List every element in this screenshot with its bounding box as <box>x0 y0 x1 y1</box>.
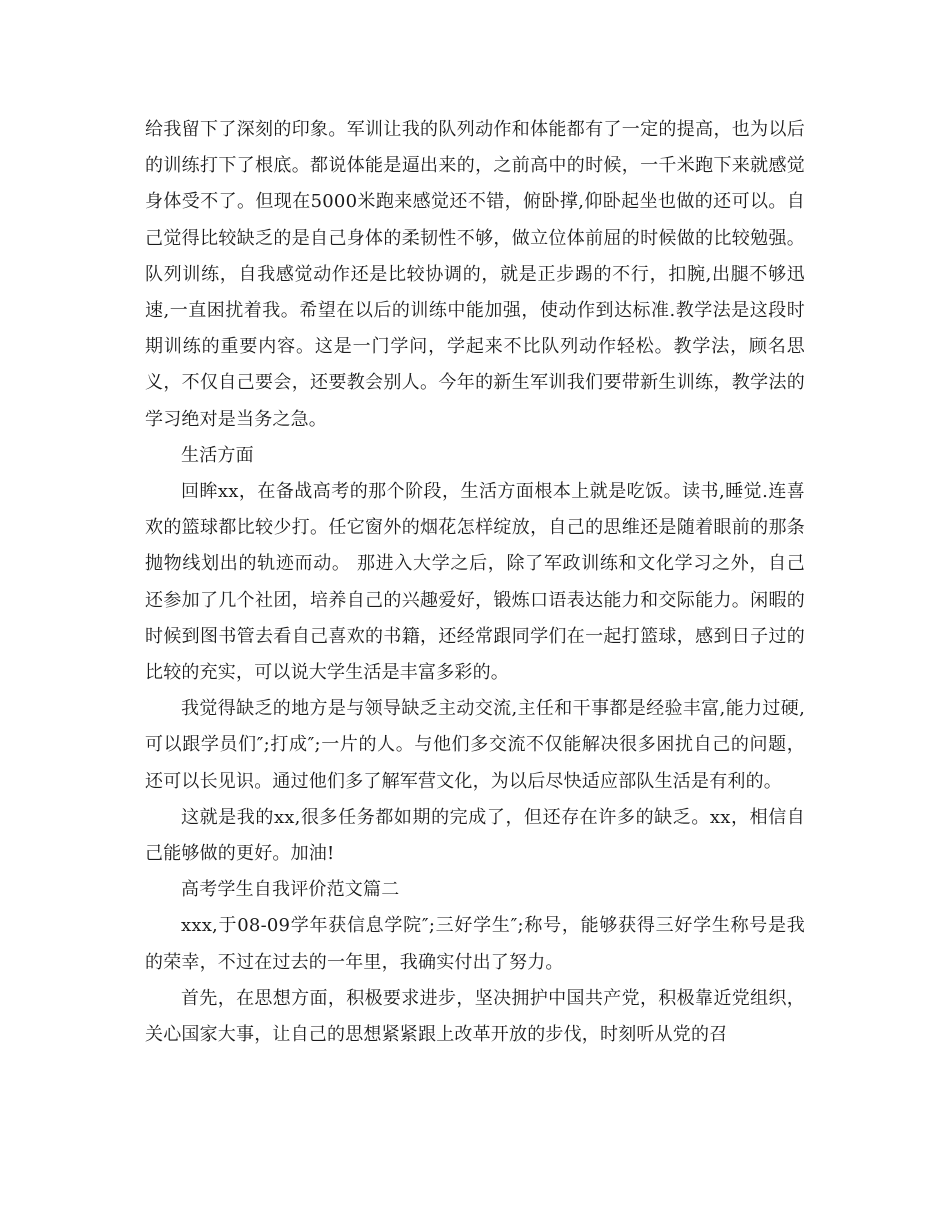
paragraph-life-review: 回眸xx，在备战高考的那个阶段，生活方面根本上就是吃饭。读书,睡觉.连喜欢的篮球都比较少打。任它窗外的烟花怎样绽放，自己的思维还是随着眼前的那条抛物线划出的轨迹而动。 那进入大学之后，除了军政训练和文化学习之外，自己还参加了几个社团，培养自己的兴趣爱好，锻炼口语表达能力和交际能力。闲暇的时候到图书管去看自己喜欢的书籍，还经常跟同学们在一起打篮球，感到日子过的比较的充实，可以说大学生活是丰富多彩的。 <box>145 481 805 684</box>
section-heading-life: 生活方面 <box>181 444 254 466</box>
paragraph-military-training: 给我留下了深刻的印象。军训让我的队列动作和体能都有了一定的提高，也为以后的训练打下了根底。都说体能是逼出来的，之前高中的时候，一千米跑下来就感觉身体受不了。但现在5000米跑来感觉还不错，俯卧撑,仰卧起坐也做的还可以。自己觉得比较缺乏的是自己身体的柔韧性不够，做立位体前屈的时候做的比较勉强。队列训练，自我感觉动作还是比较协调的，就是正步踢的不行，扣腕,出腿不够迅速,一直困扰着我。希望在以后的训练中能加强，使动作到达标准.教学法是这段时期训练的重要内容。这是一门学问，学起来不比队列动作轻松。教学法，顾名思义，不仅自己要会，还要教会别人。今年的新生军训我们要带新生训练，教学法的学习绝对是当务之急。 <box>145 119 805 430</box>
section-heading-essay-two: 高考学生自我评价范文篇二 <box>181 879 400 901</box>
paragraph-summary: 这就是我的xx,很多任务都如期的完成了，但还存在许多的缺乏。xx，相信自己能够做的更好。加油! <box>145 806 805 865</box>
paragraph-shortcomings: 我觉得缺乏的地方是与领导缺乏主动交流,主任和干事都是经验丰富,能力过硬,可以跟学员们″;打成″;一片的人。与他们多交流不仅能解决很多困扰自己的问题，还可以长见识。通过他们多了解军营文化，为以后尽快适应部队生活是有利的。 <box>145 698 805 792</box>
paragraph-honor: xxx,于08-09学年获信息学院″;三好学生″;称号，能够获得三好学生称号是我的荣幸，不过在过去的一年里，我确实付出了努力。 <box>145 915 805 973</box>
document-body <box>145 112 805 1053</box>
paragraph-ideology: 首先，在思想方面，积极要求进步，坚决拥护中国共产党，积极靠近党组织，关心国家大事，让自己的思想紧紧跟上改革开放的步伐，时刻听从党的召 <box>145 987 805 1046</box>
